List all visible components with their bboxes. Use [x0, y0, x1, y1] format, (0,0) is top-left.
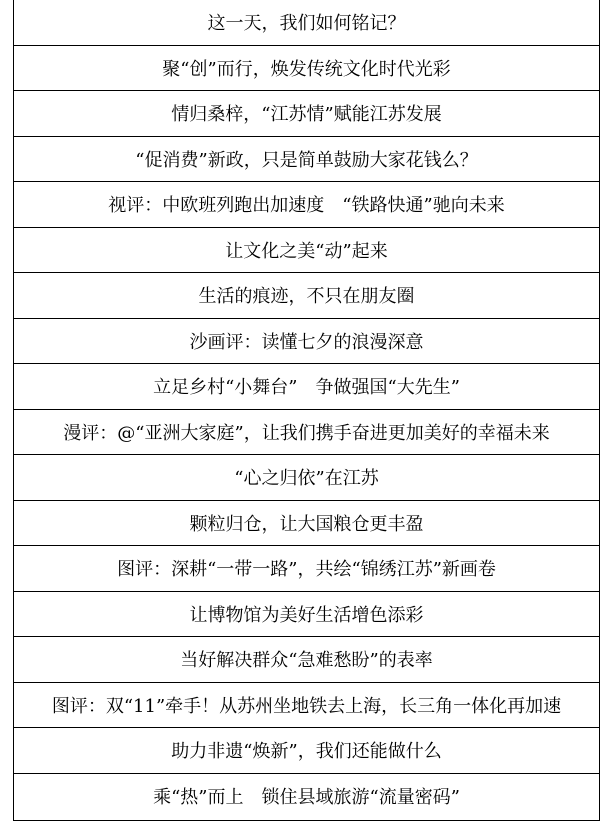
table-row: [14, 592, 599, 638]
table-row: [14, 637, 599, 683]
table-row: [14, 501, 599, 547]
table-row: [14, 455, 599, 501]
table-row: [14, 182, 599, 228]
headline-text: 图评：双“11”牵手！从苏州坐地铁去上海，长三角一体化再加速: [51, 695, 562, 717]
table-row: [14, 546, 599, 592]
headline-text: 让文化之美“动”起来: [225, 240, 388, 262]
table-row: [14, 273, 599, 319]
table-row: [14, 0, 599, 46]
table-row: [14, 91, 599, 137]
table-row: [14, 410, 599, 456]
headline-text: 图评：深耕“一带一路”，共绘“锦绣江苏”新画卷: [117, 559, 496, 581]
headline-text: 视评：中欧班列跑出加速度 “铁路快通”驰向未来: [108, 195, 505, 217]
headline-text: 乘“热”而上 锁住县域旅游“流量密码”: [153, 787, 460, 809]
table-row: [14, 364, 599, 410]
table-row: [14, 774, 599, 820]
headline-text: “促消费”新政，只是简单鼓励大家花钱么？: [135, 149, 478, 171]
headline-text: 立足乡村“小舞台” 争做强国“大先生”: [153, 377, 460, 399]
headline-text: 颗粒归仓，让大国粮仓更丰盈: [189, 513, 424, 535]
headline-text: 聚“创”而行，焕发传统文化时代光彩: [162, 58, 451, 80]
table-row: [14, 228, 599, 274]
table-row: [14, 728, 599, 774]
headline-text: 让博物馆为美好生活增色添彩: [189, 604, 424, 626]
headline-text: 沙画评：读懂七夕的浪漫深意: [189, 331, 424, 353]
headline-table: [13, 0, 600, 821]
table-row: [14, 319, 599, 365]
headline-text: 生活的痕迹，不只在朋友圈: [198, 286, 415, 308]
headline-text: “心之归依”在江苏: [234, 468, 379, 490]
headline-text: 这一天，我们如何铭记？: [207, 13, 406, 35]
table-row: [14, 46, 599, 92]
headline-text: 情归桑梓，“江苏情”赋能江苏发展: [171, 104, 442, 126]
table-row: [14, 683, 599, 729]
headline-text: 当好解决群众“急难愁盼”的表率: [180, 650, 433, 672]
headline-text: 助力非遗“焕新”，我们还能做什么: [171, 741, 442, 763]
headline-text: 漫评：@“亚洲大家庭”，让我们携手奋进更加美好的幸福未来: [63, 422, 550, 444]
table-row: [14, 137, 599, 183]
